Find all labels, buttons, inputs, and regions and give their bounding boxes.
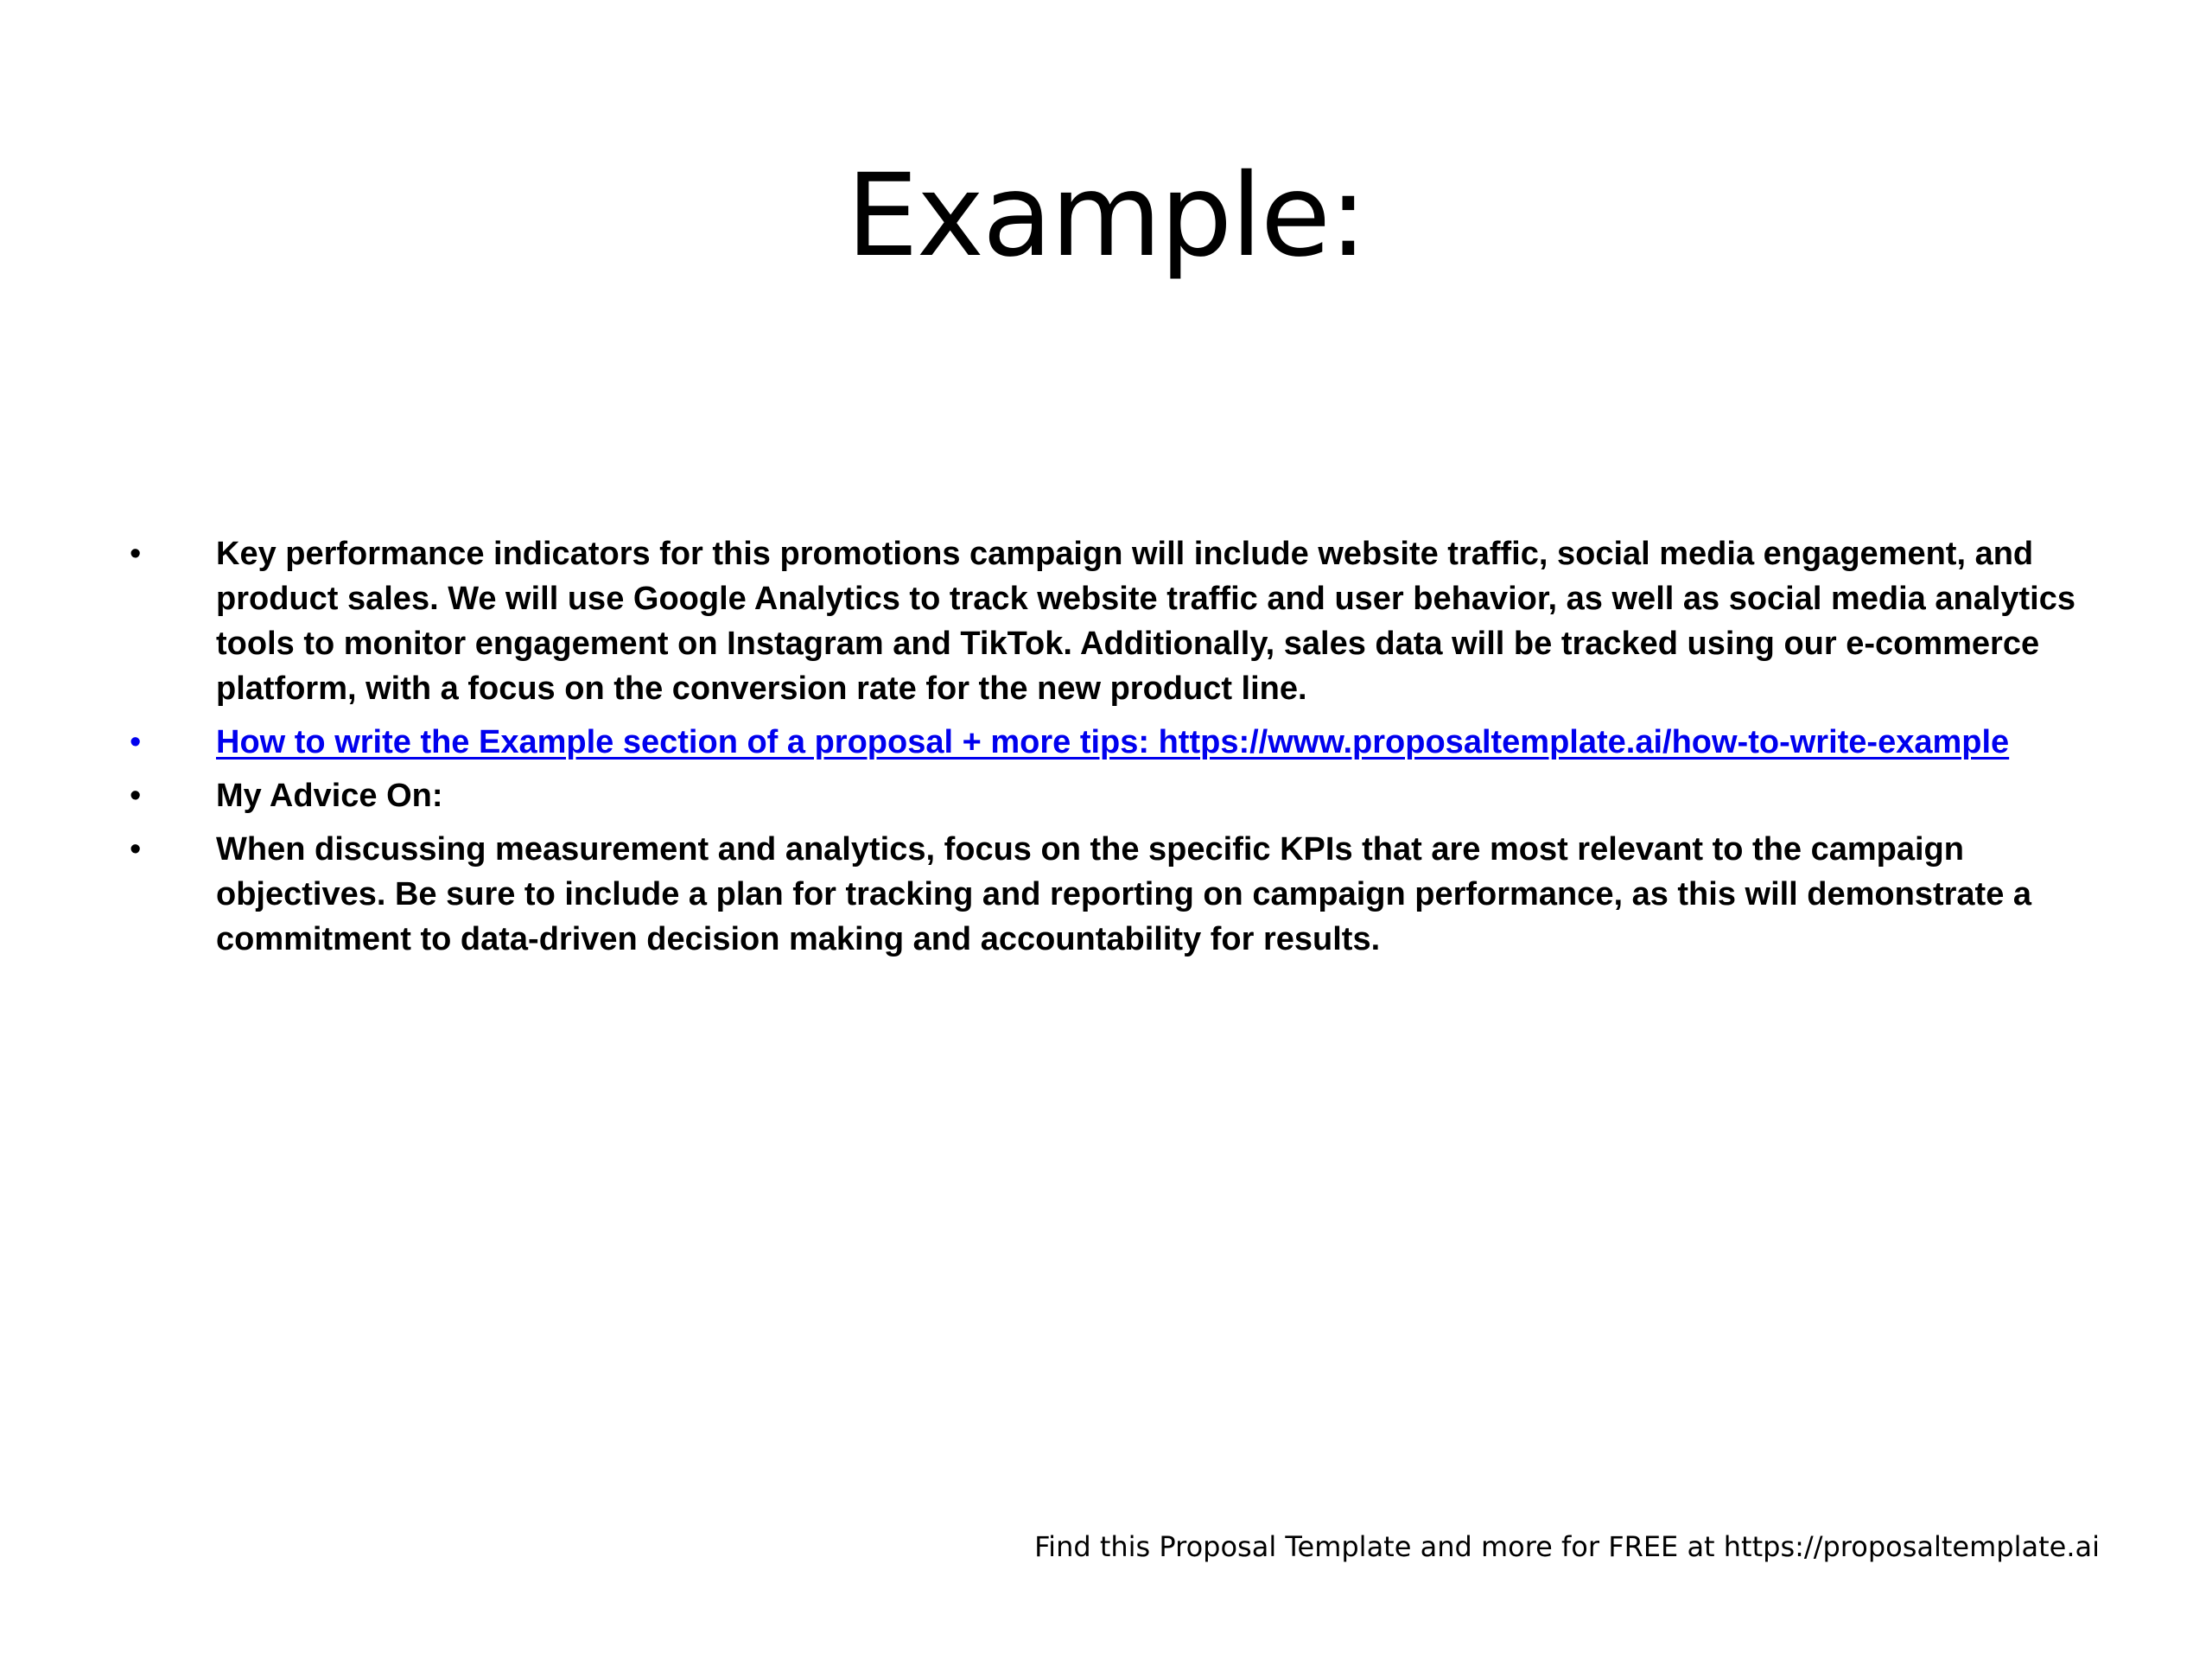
bullet-text: Key performance indicators for this promotions campaign will include website traffic, social media engagement, and product sales. We will use Google Analytics to track website traffic and user behavior, as well as social media analytics tools to monitor engagement on Instagram and TikTok. Additionally, sales data will be tracked using our e-commerce platform, with a focus on the conversion rate for the new product line. [216,536,2076,707]
bullet-icon: • [130,778,142,814]
slide-title: Example: [846,149,1366,283]
bullet-item-advice [130,827,2091,962]
bullet-icon: • [130,536,142,572]
footer-note: Find this Proposal Template and more for FREE at https://proposaltemplate.ai [1034,1530,2100,1563]
bullet-list [130,531,2091,970]
bullet-item-advice-heading [130,773,2091,818]
bullet-icon: • [130,831,142,868]
bullet-item-link [130,720,2091,765]
how-to-write-link[interactable]: How to write the Example section of a proposal + more tips: https://www.proposaltemplate.ai/how-to-write-example [216,724,2010,760]
bullet-icon: • [130,724,142,760]
bullet-item-kpis [130,531,2091,711]
bullet-text: When discussing measurement and analytics, focus on the specific KPIs that are most relevant to the campaign objectives. Be sure to include a plan for tracking and reporting on campaign performance, as this will demonstrate a commitment to data-driven decision making and accountability for results. [216,831,2032,957]
bullet-text: My Advice On: [216,778,443,814]
